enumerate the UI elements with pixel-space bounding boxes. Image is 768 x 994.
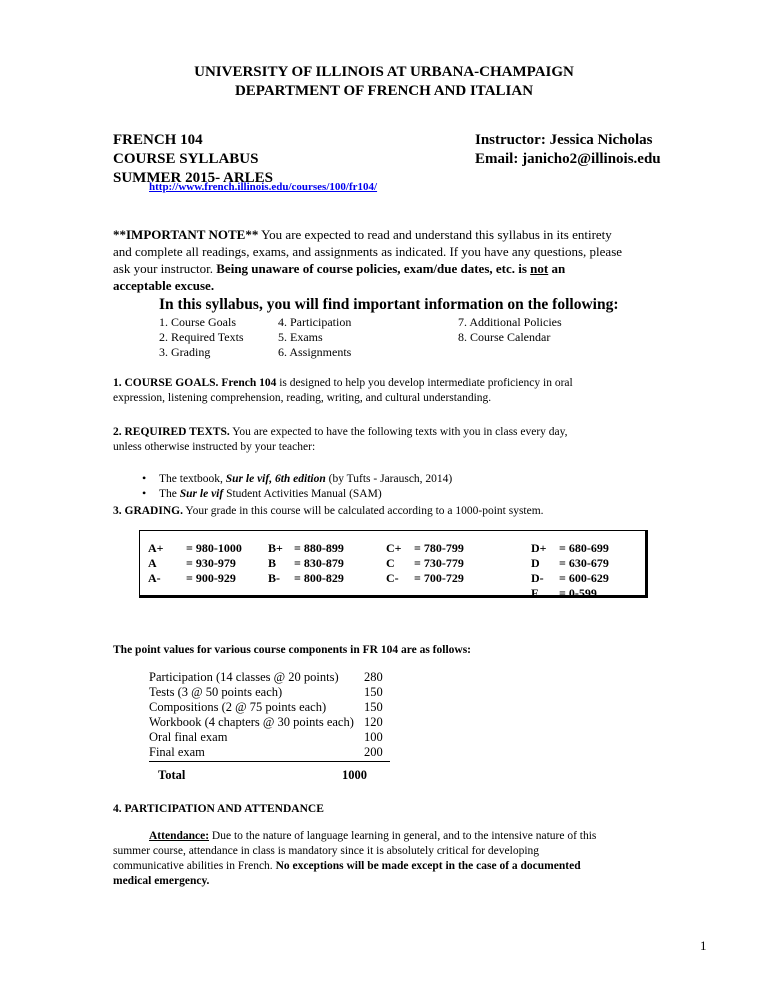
course-code: FRENCH 104 — [113, 132, 203, 148]
grade-scale-table — [139, 530, 648, 598]
instructor-name: Instructor: Jessica Nicholas — [475, 132, 653, 148]
contents-column-2: 4. Participation 5. Exams 6. Assignments — [278, 315, 352, 359]
points-row-label: Final exam — [149, 745, 205, 759]
required-texts-section: 2. REQUIRED TEXTS. You are expected to have the following texts with you in class every day, unless otherwise instructed by your teacher: — [113, 426, 568, 453]
attendance-paragraph: Attendance: Due to the nature of language learning in general, and to the intensive nature of this summer course, attendance in class is mandatory since it is absolutely critical for developing communicative abilities in French. No exceptions will be made except in the case of a documented medical emergency. — [113, 830, 597, 887]
points-row-label: Tests (3 @ 50 points each) — [149, 685, 283, 699]
bullet-icon: • — [142, 486, 147, 500]
course-website-link[interactable]: http://www.french.illinois.edu/courses/100/fr104/ — [149, 181, 378, 193]
required-text-item: The Sur le vif Student Activities Manual (SAM) — [159, 488, 382, 500]
page-number: 1 — [700, 938, 707, 953]
points-heading: The point values for various course components in FR 104 are as follows: — [113, 644, 471, 656]
course-info — [113, 131, 273, 188]
contents-column-1: 1. Course Goals 2. Required Texts 3. Grading — [159, 315, 244, 359]
grade-letters-d: D+ D D- F — [531, 541, 547, 600]
points-row-value: 120 — [364, 715, 383, 729]
points-row-label: Workbook (4 chapters @ 30 points each) — [149, 715, 354, 729]
contents-column-3: 7. Additional Policies 8. Course Calendar — [458, 315, 562, 344]
instructor-email: Email: janicho2@illinois.edu — [475, 151, 661, 167]
grade-letters-b: B+ B B- — [268, 541, 283, 585]
grade-ranges-d: = 680-699 = 630-679 = 600-629 = 0-599 — [559, 541, 609, 600]
grading-section: 3. GRADING. Your grade in this course will be calculated according to a 1000-point system. — [113, 505, 544, 517]
grade-letters-a: A+ A A- — [148, 541, 164, 585]
course-syllabus-label: COURSE SYLLABUS — [113, 151, 259, 167]
grade-ranges-c: = 780-799 = 730-779 = 700-729 — [414, 541, 464, 585]
instructor-info — [475, 131, 661, 169]
required-text-item: The textbook, Sur le vif, 6th edition (by Tufts - Jarausch, 2014) — [159, 473, 453, 485]
important-note-lead: **IMPORTANT NOTE** — [113, 227, 259, 242]
points-row-value: 150 — [364, 700, 383, 714]
course-term: SUMMER 2015- ARLES — [113, 170, 274, 186]
points-total-label: Total — [158, 768, 186, 782]
points-row-label: Participation (14 classes @ 20 points) — [149, 670, 339, 684]
grade-ranges-a: = 980-1000 = 930-979 = 900-929 — [186, 541, 242, 585]
points-divider — [149, 761, 390, 762]
points-total-value: 1000 — [342, 768, 367, 782]
points-row-value: 280 — [364, 670, 383, 684]
department-title: DEPARTMENT OF FRENCH AND ITALIAN — [234, 83, 534, 99]
grade-ranges-b: = 880-899 = 830-879 = 800-829 — [294, 541, 344, 585]
important-note: **IMPORTANT NOTE** You are expected to read and understand this syllabus in its entirety and complete all readings, exams, and assignments as indicated. If you have any questions, please ask your instructor. Being unaware of course policies, exam/due dates, etc. is not an acceptable excuse. — [113, 227, 623, 293]
points-row-value: 200 — [364, 745, 383, 759]
points-row-value: 100 — [364, 730, 383, 744]
course-goals-section: 1. COURSE GOALS. French 104 is designed to help you develop intermediate proficiency in oral expression, listening comprehension, reading, writing, and cultural understanding. — [113, 377, 573, 404]
university-title: UNIVERSITY OF ILLINOIS AT URBANA-CHAMPAIGN — [194, 64, 574, 80]
points-row-label: Compositions (2 @ 75 points each) — [149, 700, 327, 714]
points-row-value: 150 — [364, 685, 383, 699]
grade-letters-c: C+ C C- — [386, 541, 402, 585]
participation-heading: 4. PARTICIPATION AND ATTENDANCE — [113, 803, 324, 815]
bullet-icon: • — [142, 471, 147, 485]
contents-heading: In this syllabus, you will find important information on the following: — [159, 296, 619, 313]
points-row-label: Oral final exam — [149, 730, 228, 744]
